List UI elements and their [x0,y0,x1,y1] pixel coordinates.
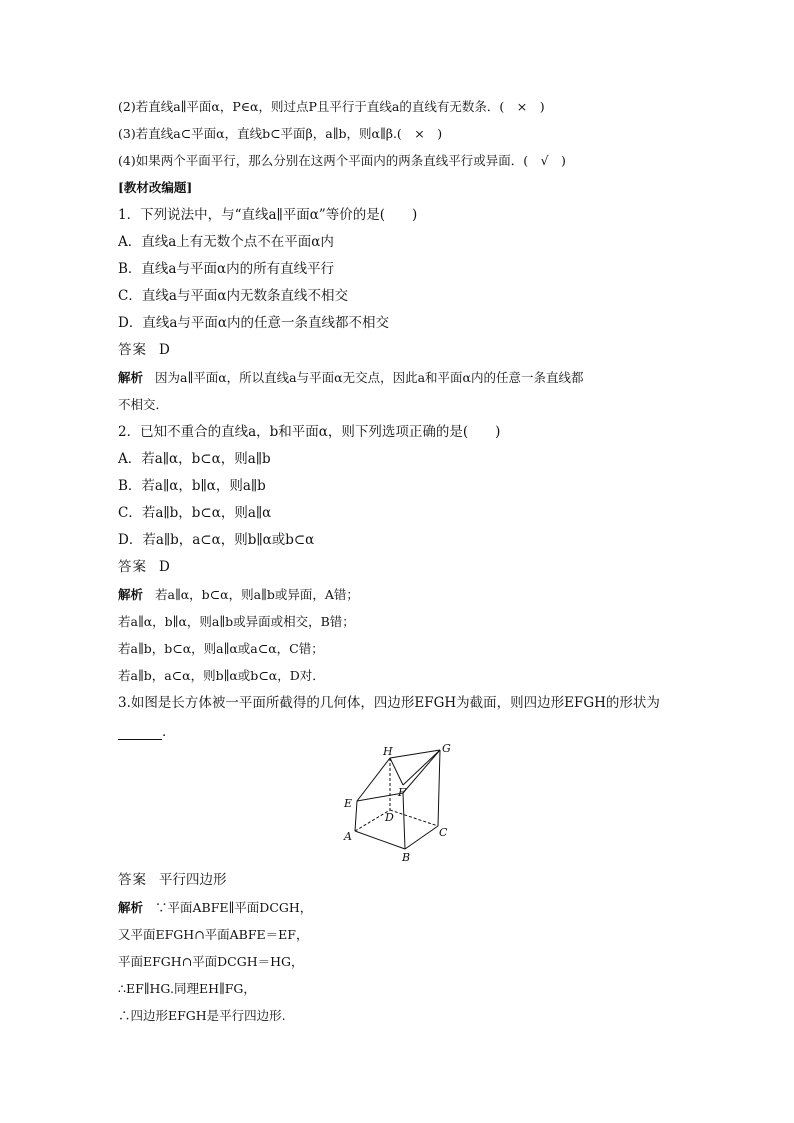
edge-ea [355,801,357,831]
question-2-explanation-line-3: 若a∥b，b⊂α，则a∥α或a⊂α，C错； [118,641,324,656]
label-g: G [442,743,451,755]
question-3-explanation-line-3: 平面EFGH∩平面DCGH＝HG， [118,954,304,969]
answer-label: 答案 [118,872,147,888]
question-2-explanation-line-2: 若a∥α，b∥α，则a∥b或异面或相交，B错； [118,614,355,629]
explanation-label: 解析 [118,370,144,385]
question-3-tail: ． [162,724,176,740]
edge-bc [405,826,438,849]
edge-fb [403,793,405,849]
question-1-explanation-line-2: 不相交． [118,397,169,412]
question-1-option-c: C．直线a与平面α内无数条直线不相交 [118,288,348,304]
explanation-text: ∵平面ABFE∥平面DCGH， [155,900,313,915]
question-1-option-b: B．直线a与平面α内的所有直线平行 [118,261,335,277]
question-2-explanation-line-1 [118,587,359,603]
question-3-explanation-line-2: 又平面EFGH∩平面ABFE＝EF， [118,927,309,942]
label-f: F [398,786,406,799]
answer-label: 答案 [118,342,147,358]
edge-he [357,758,390,801]
answer-value: D [159,559,170,575]
question-3-explanation-line-1 [118,900,312,916]
judgment-item-2: (2)若直线a∥平面α，P∈α，则过点P且平行于直线a的直线有无数条．( × ) [118,99,545,114]
answer-blank [118,725,162,740]
edge-hf-top [390,758,403,785]
edge-ef [357,793,403,801]
question-2-explanation-line-4: 若a∥b，a⊂α，则b∥α或b⊂α，D对． [118,668,325,683]
question-1-explanation-line-1 [118,370,583,386]
question-2-option-d: D．若a∥b，a⊂α，则b∥α或b⊂α [118,532,315,548]
explanation-label: 解析 [118,900,144,915]
question-2-answer [118,559,170,575]
question-2-option-c: C．若a∥b，b⊂α，则a∥α [118,505,272,521]
answer-value: D [159,342,170,358]
judgment-item-4: (4)如果两个平面平行，那么分别在这两个平面内的两条直线平行或异面．( √ ) [118,153,566,168]
label-e: E [344,797,353,810]
question-3-answer [118,872,227,888]
label-b: B [402,851,411,864]
question-3-stem: 3.如图是长方体被一平面所截得的几何体，四边形EFGH为截面，则四边形EFGH的形状为 [118,695,660,711]
cuboid-figure [335,743,460,865]
section-heading: [教材改编题] [118,180,193,195]
label-d: D [385,811,394,824]
edge-fg [403,750,440,793]
edge-ab [355,831,405,849]
judgment-item-3: (3)若直线a⊂平面α，直线b⊂平面β，a∥b，则α∥β.( × ) [118,126,443,141]
question-1-answer [118,342,170,358]
edge-dc-hidden [390,810,438,826]
question-1-option-d: D．直线a与平面α内的任意一条直线都不相交 [118,315,389,331]
answer-value: 平行四边形 [159,872,227,888]
explanation-text: 因为a∥平面α，所以直线a与平面α无交点，因此a和平面α内的任意一条直线都 [155,370,584,385]
answer-label: 答案 [118,559,147,575]
question-2-option-a: A．若a∥α，b⊂α，则a∥b [118,451,271,467]
question-1-stem: 1．下列说法中，与“直线a∥平面α”等价的是( ) [118,207,418,223]
label-a: A [344,830,352,843]
label-c: C [439,826,448,839]
question-1-option-a: A．直线a上有无数个点不在平面α内 [118,234,334,250]
explanation-text: 若a∥α，b⊂α，则a∥b或异面，A错； [155,587,359,602]
question-3-explanation-line-5: ∴四边形EFGH是平行四边形. [118,1008,286,1023]
question-3-blank-line [118,724,176,740]
question-3-explanation-line-4: ∴EF∥HG.同理EH∥FG， [118,981,256,996]
question-2-stem: 2．已知不重合的直线a，b和平面α，则下列选项正确的是( ) [118,424,501,440]
label-h: H [383,745,393,758]
explanation-label: 解析 [118,587,144,602]
question-2-option-b: B．若a∥α，b∥α，则a∥b [118,478,266,494]
edge-gc [438,750,440,826]
